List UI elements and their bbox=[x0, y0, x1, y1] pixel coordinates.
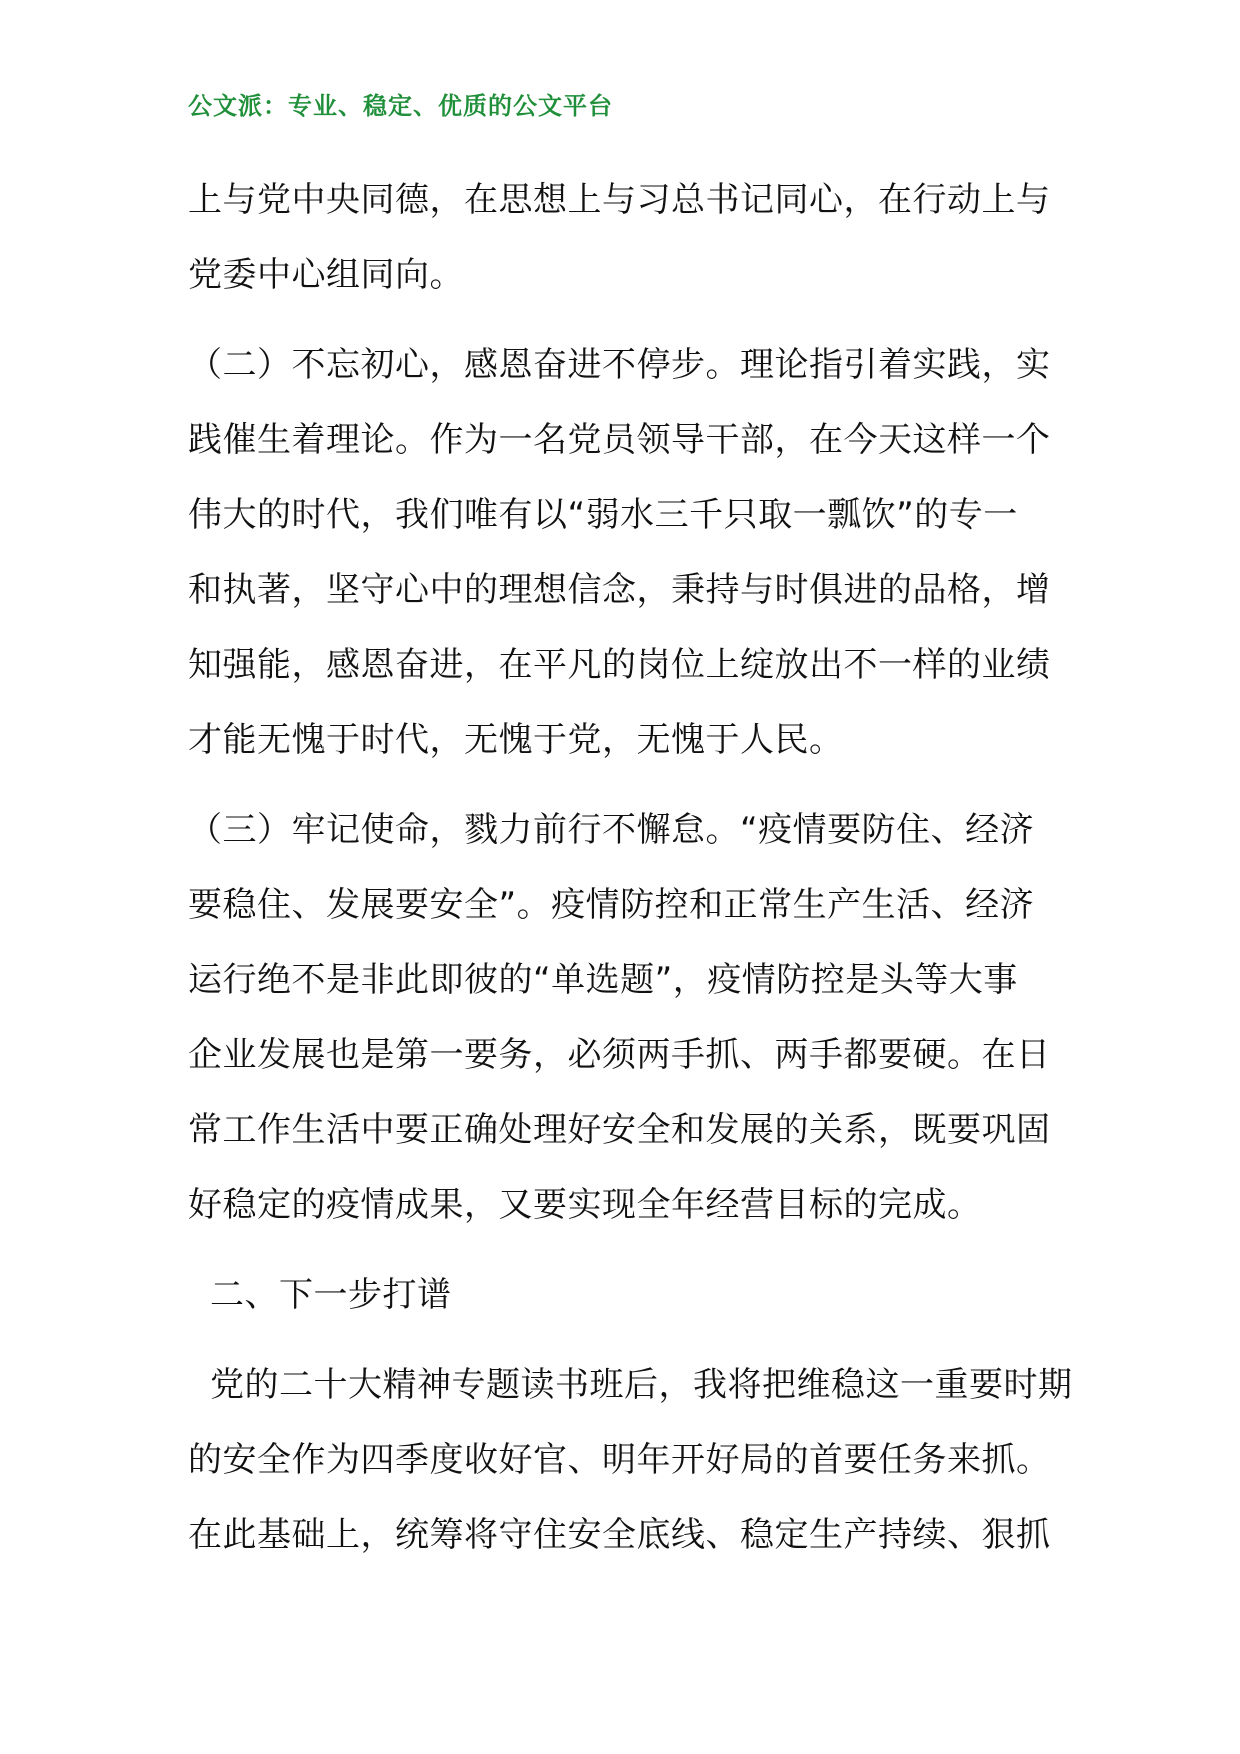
paragraph-3 bbox=[188, 800, 1058, 1250]
text-line: 的安全作为四季度收好官、明年开好局的首要任务来抓。 bbox=[188, 1440, 1051, 1480]
paragraph-1 bbox=[188, 170, 1058, 320]
paragraph-4 bbox=[188, 1355, 1073, 1580]
text-line: 知强能，感恩奋进，在平凡的岗位上绽放出不一样的业绩 bbox=[188, 645, 1051, 685]
paragraph-2 bbox=[188, 335, 1058, 785]
header-banner: 公文派：专业、稳定、优质的公文平台 bbox=[188, 91, 613, 120]
text-line: 践催生着理论。作为一名党员领导干部，在今天这样一个 bbox=[188, 420, 1051, 460]
text-line: 在此基础上，统筹将守住安全底线、稳定生产持续、狠抓 bbox=[188, 1515, 1051, 1555]
text-line: 和执著，坚守心中的理想信念，秉持与时俱进的品格，增 bbox=[188, 570, 1051, 610]
text-line: （二）不忘初心，感恩奋进不停步。理论指引着实践，实 bbox=[188, 345, 1051, 385]
text-line: 上与党中央同德，在思想上与习总书记同心，在行动上与 bbox=[188, 180, 1051, 220]
text-line: 才能无愧于时代，无愧于党，无愧于人民。 bbox=[188, 720, 844, 760]
text-line: 党的二十大精神专题读书班后，我将把维稳这一重要时期 bbox=[210, 1365, 1073, 1405]
text-line: 常工作生活中要正确处理好安全和发展的关系，既要巩固 bbox=[188, 1110, 1051, 1150]
text-line: 好稳定的疫情成果，又要实现全年经营目标的完成。 bbox=[188, 1185, 982, 1225]
text-line: 党委中心组同向。 bbox=[188, 255, 464, 295]
text-line: （三）牢记使命，戮力前行不懈怠。“疫情要防住、经济 bbox=[188, 810, 1035, 850]
text-line: 要稳住、发展要安全”。疫情防控和正常生产生活、经济 bbox=[188, 885, 1035, 925]
text-line: 运行绝不是非此即彼的“单选题”，疫情防控是头等大事 bbox=[188, 960, 1018, 1000]
text-line: 企业发展也是第一要务，必须两手抓、两手都要硬。在日 bbox=[188, 1035, 1051, 1075]
text-line: 伟大的时代，我们唯有以“弱水三千只取一瓢饮”的专一 bbox=[188, 495, 1018, 535]
document-body bbox=[188, 170, 1073, 1580]
section-heading: 二、下一步打谱 bbox=[210, 1275, 452, 1315]
